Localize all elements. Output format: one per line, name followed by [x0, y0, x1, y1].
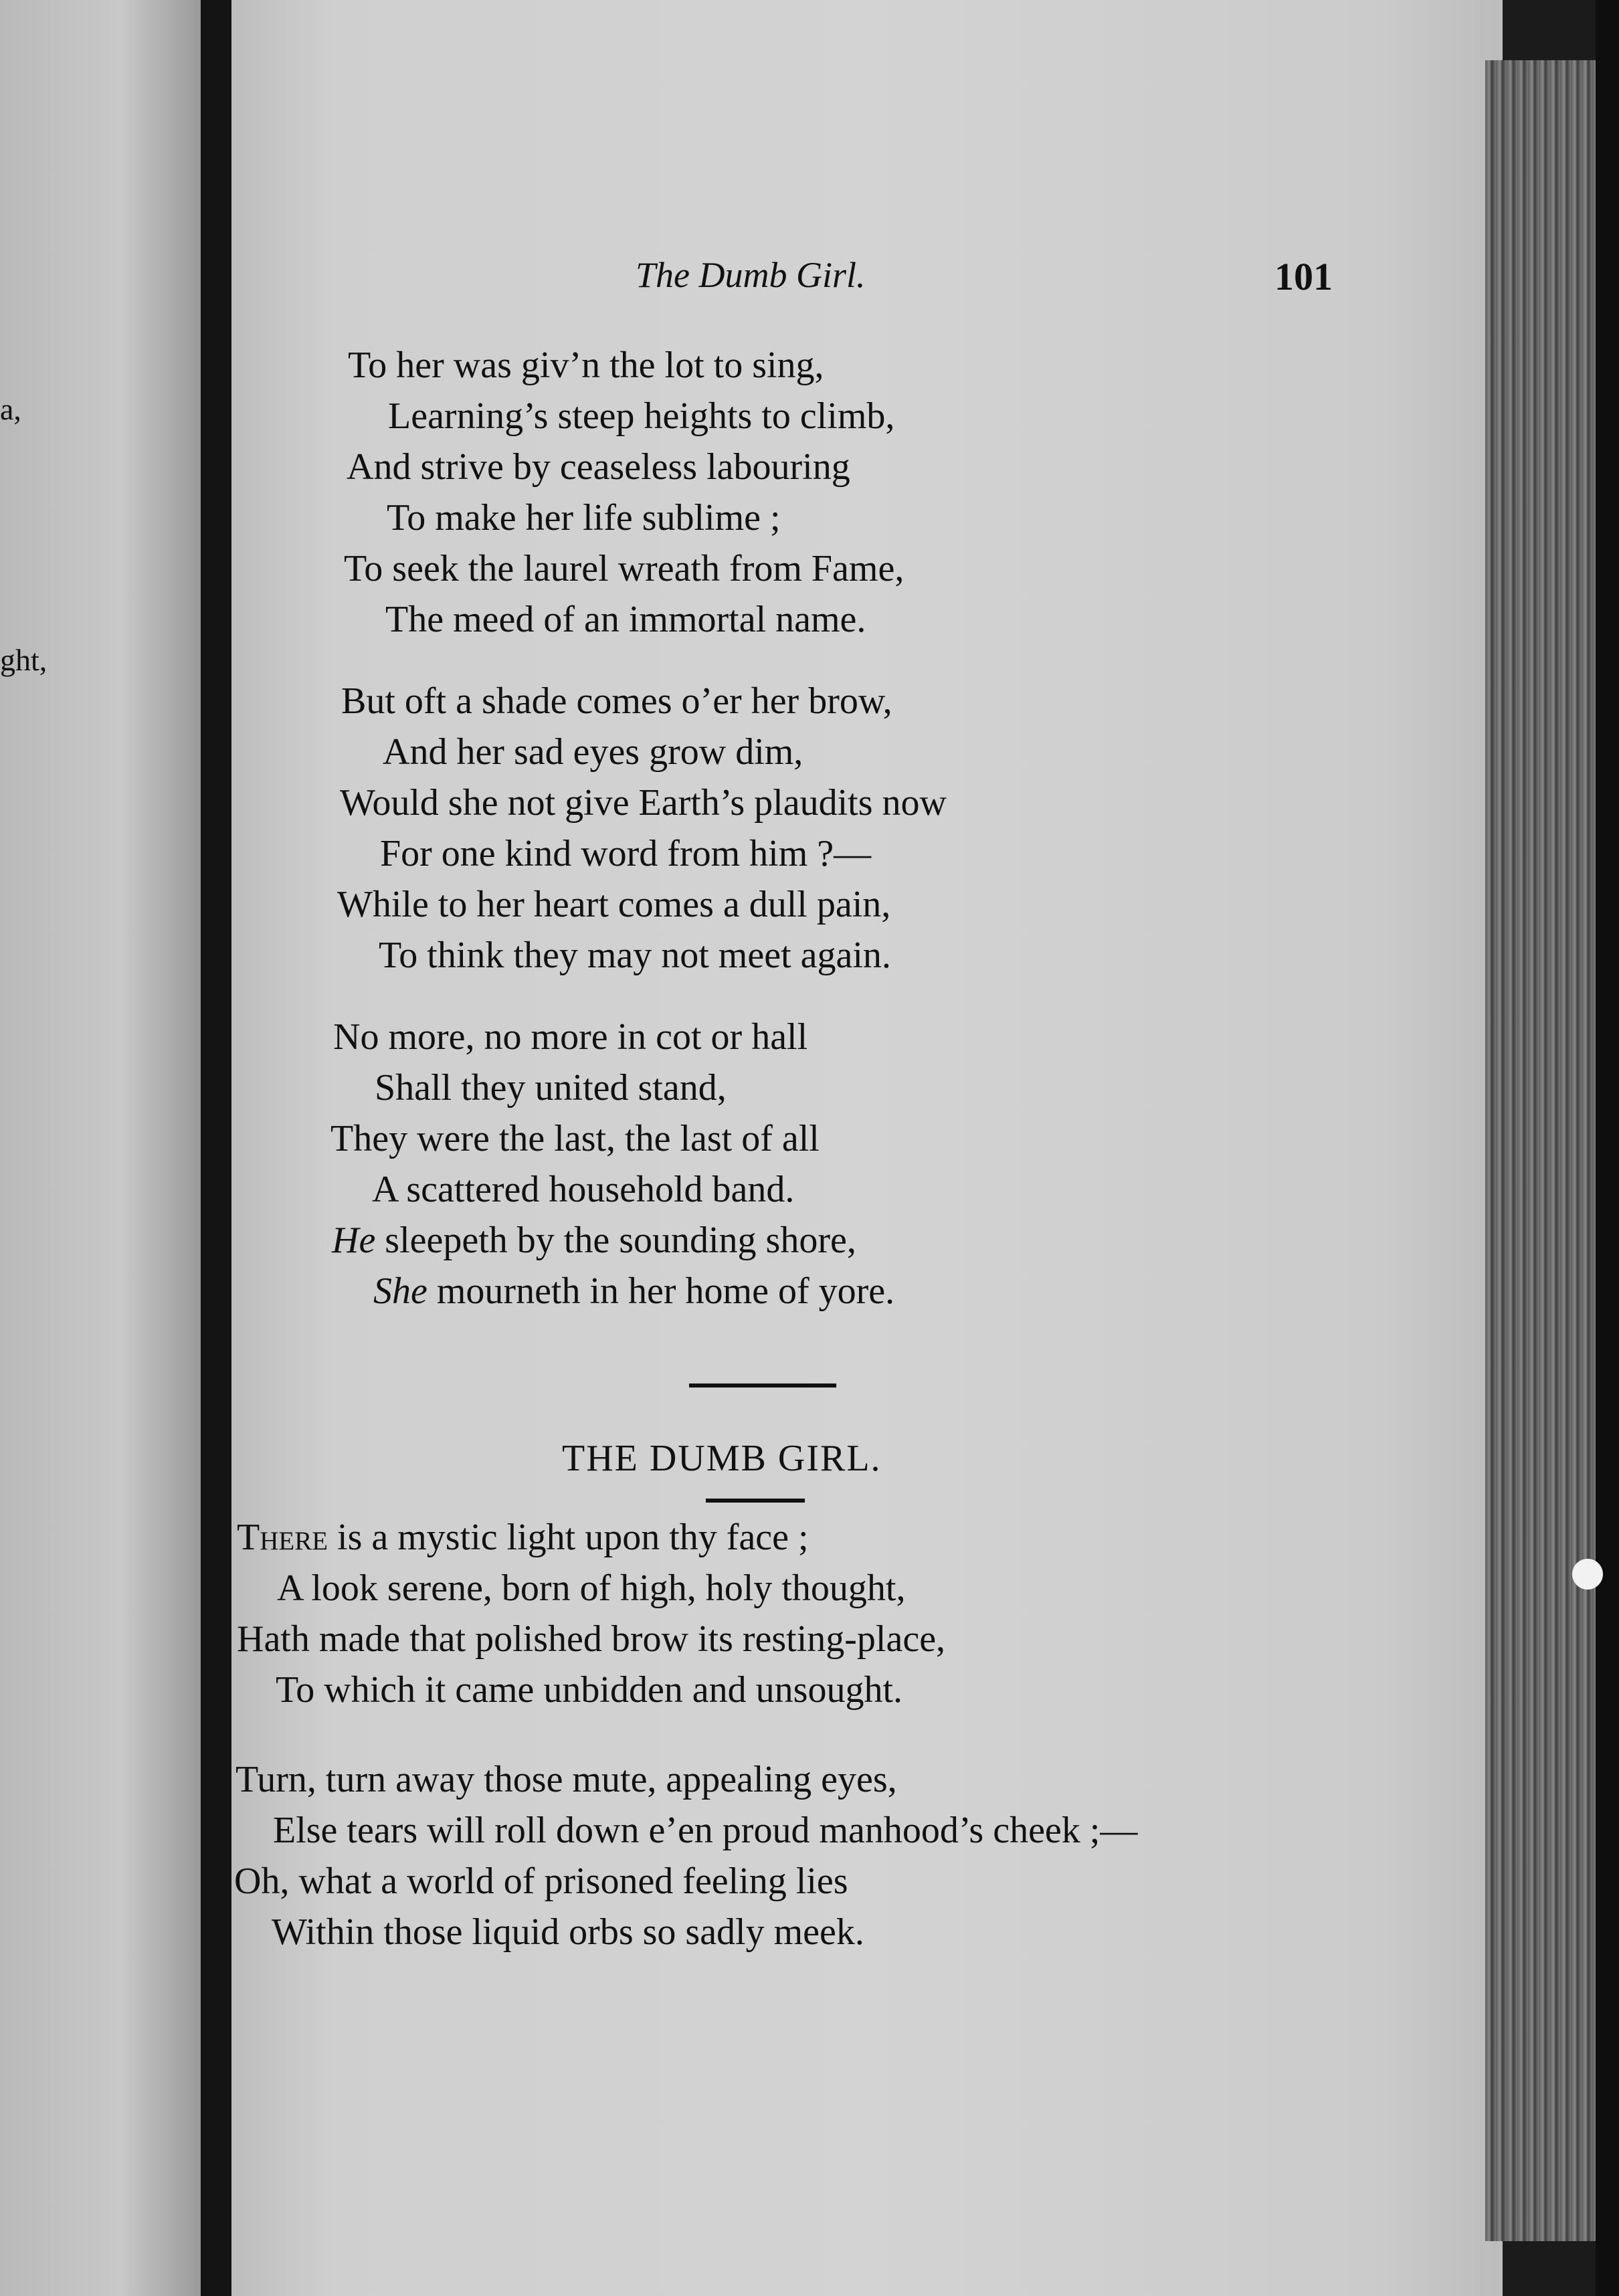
verse-line: The meed of an immortal name. [385, 599, 866, 640]
verse-line: Oh, what a world of prisoned feeling lies [234, 1860, 848, 1902]
opening-word: There [237, 1517, 328, 1558]
verse-line: Learning’s steep heights to climb, [388, 395, 895, 437]
section-divider [689, 1383, 836, 1388]
verse-line: While to her heart comes a dull pain, [337, 884, 891, 925]
verse-line: And strive by ceaseless labouring [347, 446, 850, 488]
left-page-fragment: a, [0, 392, 21, 426]
page-edges [1485, 60, 1596, 2241]
verse-line: Shall they united stand, [375, 1067, 727, 1109]
verse-line [237, 1519, 809, 1556]
verse-line: No more, no more in cot or hall [333, 1016, 808, 1058]
title-underline [706, 1499, 805, 1503]
verse-line [332, 1222, 856, 1259]
verse-line: Turn, turn away those mute, appealing eyes, [235, 1759, 897, 1800]
left-facing-page [0, 0, 201, 2296]
verse-line: But oft a shade comes o’er her brow, [341, 680, 892, 722]
verse-line: And her sad eyes grow dim, [383, 731, 803, 773]
verse-text: sleepeth by the sounding shore, [375, 1220, 856, 1261]
verse-line: To her was giv’n the lot to sing, [348, 345, 824, 386]
verse-line: To make her life sublime ; [387, 497, 781, 539]
verse-text: mourneth in her home of yore. [427, 1270, 895, 1312]
verse-text: is a mystic light upon thy face ; [328, 1517, 809, 1558]
verse-line: A look serene, born of high, holy thought, [277, 1567, 906, 1609]
verse-line: To think they may not meet again. [379, 935, 891, 976]
scan-artifact [1572, 1559, 1603, 1590]
book-gutter [201, 0, 231, 2296]
verse-line: They were the last, the last of all [330, 1118, 820, 1159]
italic-pronoun: She [373, 1270, 427, 1312]
verse-line: A scattered household band. [372, 1169, 795, 1210]
verse-line: Hath made that polished brow its resting-place, [237, 1618, 946, 1660]
verse-line: To which it came unbidden and unsought. [276, 1669, 903, 1711]
verse-line: Would she not give Earth’s plaudits now [340, 782, 947, 824]
verse-line: Within those liquid orbs so sadly meek. [272, 1911, 864, 1953]
verse-line: Else tears will roll down e’en proud manhood’s cheek ;— [273, 1810, 1138, 1851]
page-number: 101 [1274, 255, 1333, 298]
left-page-fragment: ght, [0, 643, 47, 677]
poem-title: THE DUMB GIRL. [562, 1438, 882, 1479]
verse-line: For one kind word from him ?— [380, 833, 872, 874]
verse-line: To seek the laurel wreath from Fame, [344, 548, 904, 589]
italic-pronoun: He [332, 1220, 376, 1261]
verse-line [373, 1272, 894, 1310]
running-title: The Dumb Girl. [636, 255, 866, 295]
scan-border [1596, 0, 1619, 2296]
